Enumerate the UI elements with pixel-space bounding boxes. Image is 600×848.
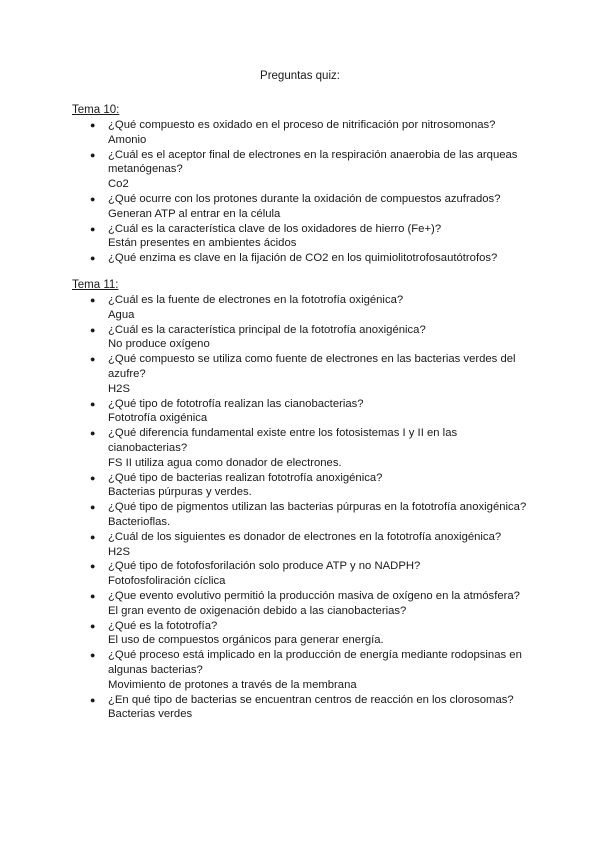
question-item [72,118,532,148]
bullet-icon: ● [90,193,96,204]
bullet-icon: ● [90,354,96,365]
bullet-icon: ● [90,620,96,631]
bullet-icon: ● [90,223,96,234]
question-item [72,293,532,323]
answer-text: H2S [108,382,130,395]
answer-text: El uso de compuestos orgánicos para generar energía. [108,634,384,647]
question-item [72,530,532,560]
answer-text: Bacterias púrpuras y verdes. [108,486,252,499]
question-item [72,397,532,427]
bullet-icon: ● [90,561,96,572]
question-text: ¿Qué tipo de pigmentos utilizan las bacterias púrpuras en la fototrofía anoxigénica? [108,501,527,514]
answer-text: No produce oxígeno [108,338,210,351]
answer-text: Están presentes en ambientes ácidos [108,237,297,250]
answer-text: Co2 [108,178,129,191]
question-text: ¿Cuál es la fuente de electrones en la fototrofía oxigénica? [108,294,404,306]
question-item [72,251,532,266]
question-item [72,222,532,252]
bullet-icon: ● [90,120,96,130]
answer-text: El gran evento de oxigenación debido a las cianobacterias? [108,604,407,617]
question-item [72,559,532,589]
answer-text: Generan ATP al entrar en la célula [108,207,281,220]
section-tema-10 [72,103,532,266]
answer-text: Fotofosfoliración cíclica [108,575,226,588]
bullet-icon: ● [90,531,96,542]
question-list [72,293,532,722]
answer-text: Fototrofía oxigénica [108,412,208,425]
bullet-icon: ● [90,590,96,601]
section-tema-11 [72,278,532,722]
answer-text: H2S [108,545,130,558]
bullet-icon: ● [90,472,96,483]
question-item [72,693,532,723]
bullet-icon: ● [90,650,96,661]
bullet-icon: ● [90,502,96,513]
question-item [72,323,532,353]
question-text: ¿Qué tipo de bacterias realizan fototrofía anoxigénica? [108,471,383,484]
question-item [72,352,532,396]
question-text: ¿Cuál es la característica principal de la fototrofía anoxigénica? [108,323,426,336]
answer-text: FS II utiliza agua como donador de electrones. [108,456,342,469]
question-item [72,471,532,501]
question-text: ¿Cuál de los siguientes es donador de electrones en la fototrofía anoxigénica? [108,530,502,543]
question-text: ¿Cuál es el aceptor final de electrones en la respiración anaerobia de las arqueas metanógenas? [108,148,518,176]
bullet-icon: ● [90,324,96,335]
question-text: ¿Qué tipo de fotofosforilación solo produce ATP y no NADPH? [108,560,421,573]
question-item [72,589,532,619]
question-text: ¿Qué compuesto se utiliza como fuente de electrones en las bacterias verdes del azufre? [108,353,516,380]
answer-text: Bacterioflas. [108,515,171,528]
question-text: ¿Qué proceso está implicado en la producción de energía mediante rodopsinas en algunas bacterias? [108,649,522,676]
question-text: ¿Que evento evolutivo permitió la producción masiva de oxígeno en la atmósfera? [108,589,520,602]
answer-text: Amonio [108,133,147,146]
bullet-icon: ● [90,398,96,409]
section-heading: Tema 10: [72,104,120,116]
section-heading: Tema 11: [72,279,119,291]
bullet-icon: ● [90,428,96,439]
question-list [72,118,532,266]
question-text: ¿Qué es la fototrofía? [108,619,218,632]
page-title: Preguntas quiz: [260,70,340,82]
question-item [72,648,532,692]
question-item [72,500,532,530]
question-text: ¿En qué tipo de bacterias se encuentran centros de reacción en los clorosomas? [108,693,514,706]
question-text: ¿Qué ocurre con los protones durante la oxidación de compuestos azufrados? [108,192,501,205]
question-item [72,619,532,649]
bullet-icon: ● [90,253,96,264]
question-text: ¿Cuál es la característica clave de los oxidadores de hierro (Fe+)? [108,222,442,235]
question-item [72,426,532,470]
bullet-icon: ● [90,694,96,705]
answer-text: Movimiento de protones a través de la membrana [108,678,357,691]
answer-text: Bacterias verdes [108,708,193,721]
bullet-icon: ● [90,295,96,305]
question-text: ¿Qué enzima es clave en la fijación de CO2 en los quimiolitotrofosautótrofos? [108,252,498,265]
answer-text: Agua [108,308,135,321]
question-text: ¿Qué diferencia fundamental existe entre los fotosistemas I y II en las cianobacterias? [108,427,458,454]
question-text: ¿Qué compuesto es oxidado en el proceso de nitrificación por nitrosomonas? [108,119,496,131]
bullet-icon: ● [90,149,96,160]
question-item [72,192,532,222]
question-text: ¿Qué tipo de fototrofía realizan las cianobacterias? [108,397,364,410]
question-item [72,148,532,192]
